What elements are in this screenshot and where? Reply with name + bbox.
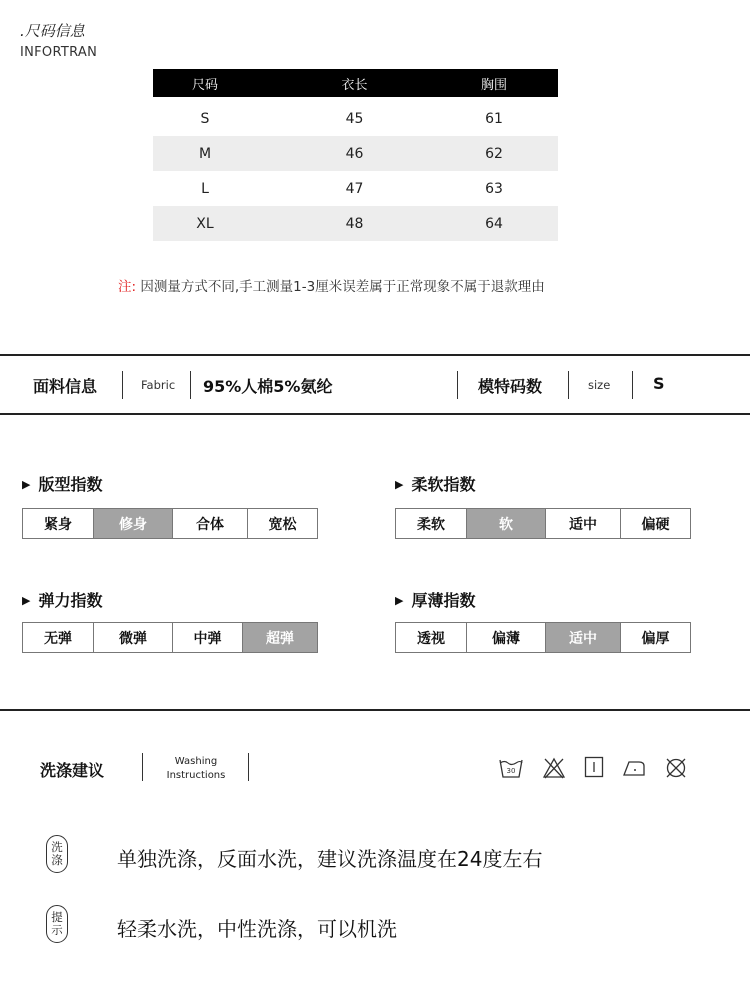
triangle-icon: ▶ xyxy=(22,594,31,607)
divider xyxy=(142,753,143,781)
washing-en-line2: Instructions xyxy=(166,770,226,781)
fit-index-title xyxy=(22,472,102,495)
scale-option: 宽松 xyxy=(268,516,297,533)
size-section-subtitle: INFORTRAN xyxy=(20,45,98,60)
scale-option: 合体 xyxy=(173,509,248,538)
iron-low-icon xyxy=(622,756,646,778)
divider xyxy=(248,753,249,781)
fabric-label: 面料信息 xyxy=(33,377,98,396)
washing-en-label xyxy=(158,755,234,783)
scale-option: 偏薄 xyxy=(467,623,546,652)
cell-chest: 62 xyxy=(485,145,503,162)
cell-length: 46 xyxy=(345,145,364,162)
no-dry-clean-icon xyxy=(664,756,688,780)
section-divider xyxy=(0,709,750,711)
divider xyxy=(190,371,191,399)
divider xyxy=(632,371,633,399)
scale-option-selected: 软 xyxy=(467,509,546,538)
note-label: 注: xyxy=(118,279,137,295)
softness-index-title xyxy=(395,472,475,495)
fit-index-scale xyxy=(22,508,318,539)
size-table xyxy=(153,69,558,241)
scale-option-selected: 修身 xyxy=(94,509,173,538)
hint-tip-text: 轻柔水洗，中性洗涤，可以机洗 xyxy=(117,917,397,941)
model-size-en-label: size xyxy=(588,378,611,392)
header-length: 衣长 xyxy=(341,77,368,93)
scale-option: 柔软 xyxy=(396,509,467,538)
triangle-icon: ▶ xyxy=(22,478,31,491)
scale-option: 透视 xyxy=(396,623,467,652)
care-icons xyxy=(498,756,688,780)
badge-char: 涤 xyxy=(51,853,63,867)
wash-temp-mark: 30 xyxy=(506,767,516,775)
note-text: 因测量方式不同,手工测量1-3厘米误差属于正常现象不属于退款理由 xyxy=(140,279,545,295)
cell-chest: 63 xyxy=(485,180,503,197)
scale-option: 微弹 xyxy=(94,623,173,652)
scale-option: 紧身 xyxy=(23,509,94,538)
softness-index-label: 柔软指数 xyxy=(411,475,476,494)
scale-option: 无弹 xyxy=(23,623,94,652)
badge-char: 示 xyxy=(51,923,63,937)
badge-char: 提 xyxy=(51,910,63,924)
table-row xyxy=(153,206,558,241)
thickness-index-label: 厚薄指数 xyxy=(411,591,476,610)
fabric-en-label: Fabric xyxy=(141,378,176,392)
cell-size: L xyxy=(201,180,209,197)
size-section-title: .尺码信息 xyxy=(20,22,85,40)
triangle-icon: ▶ xyxy=(395,478,404,491)
cell-size: XL xyxy=(196,215,214,232)
cell-size: S xyxy=(200,110,210,127)
wash-30-icon xyxy=(498,756,524,780)
table-row xyxy=(153,101,558,136)
cell-size: M xyxy=(198,145,212,162)
divider xyxy=(568,371,569,399)
scale-option: 偏厚 xyxy=(641,630,670,647)
table-row xyxy=(153,136,558,171)
fit-index-label: 版型指数 xyxy=(38,475,103,494)
wash-tip-text: 单独洗涤，反面水洗，建议洗涤温度在24度左右 xyxy=(117,847,543,871)
cell-chest: 64 xyxy=(485,215,503,232)
cell-length: 48 xyxy=(345,215,364,232)
model-size-value: S xyxy=(653,374,665,393)
scale-option-selected: 超弹 xyxy=(243,623,317,652)
elasticity-index-label: 弹力指数 xyxy=(38,591,103,610)
scale-option: 中弹 xyxy=(173,623,243,652)
scale-option: 适中 xyxy=(546,509,621,538)
cell-chest: 61 xyxy=(485,110,503,127)
size-table-header xyxy=(153,69,558,97)
softness-index-scale xyxy=(395,508,691,539)
hint-tip-badge xyxy=(46,905,68,943)
fabric-value: 95%人棉5%氨纶 xyxy=(203,377,333,396)
scale-option-selected: 适中 xyxy=(546,623,621,652)
wash-tip-badge xyxy=(46,835,68,873)
no-bleach-icon xyxy=(542,756,566,780)
scale-option: 偏硬 xyxy=(641,516,670,533)
thickness-index-title xyxy=(395,588,475,611)
divider xyxy=(122,371,123,399)
header-chest: 胸围 xyxy=(480,77,507,93)
thickness-index-scale xyxy=(395,622,691,653)
cell-length: 47 xyxy=(345,180,364,197)
washing-en-line1: Washing xyxy=(174,756,218,767)
model-size-label: 模特码数 xyxy=(478,377,543,396)
table-row xyxy=(153,171,558,206)
cell-length: 45 xyxy=(345,110,364,127)
measurement-note xyxy=(118,275,545,295)
elasticity-index-scale xyxy=(22,622,318,653)
divider xyxy=(457,371,458,399)
badge-char: 洗 xyxy=(51,840,63,854)
tumble-dry-icon xyxy=(584,756,604,778)
header-size: 尺码 xyxy=(191,77,218,93)
elasticity-index-title xyxy=(22,588,102,611)
washing-title: 洗涤建议 xyxy=(40,761,105,780)
fabric-band xyxy=(0,354,750,415)
triangle-icon: ▶ xyxy=(395,594,404,607)
